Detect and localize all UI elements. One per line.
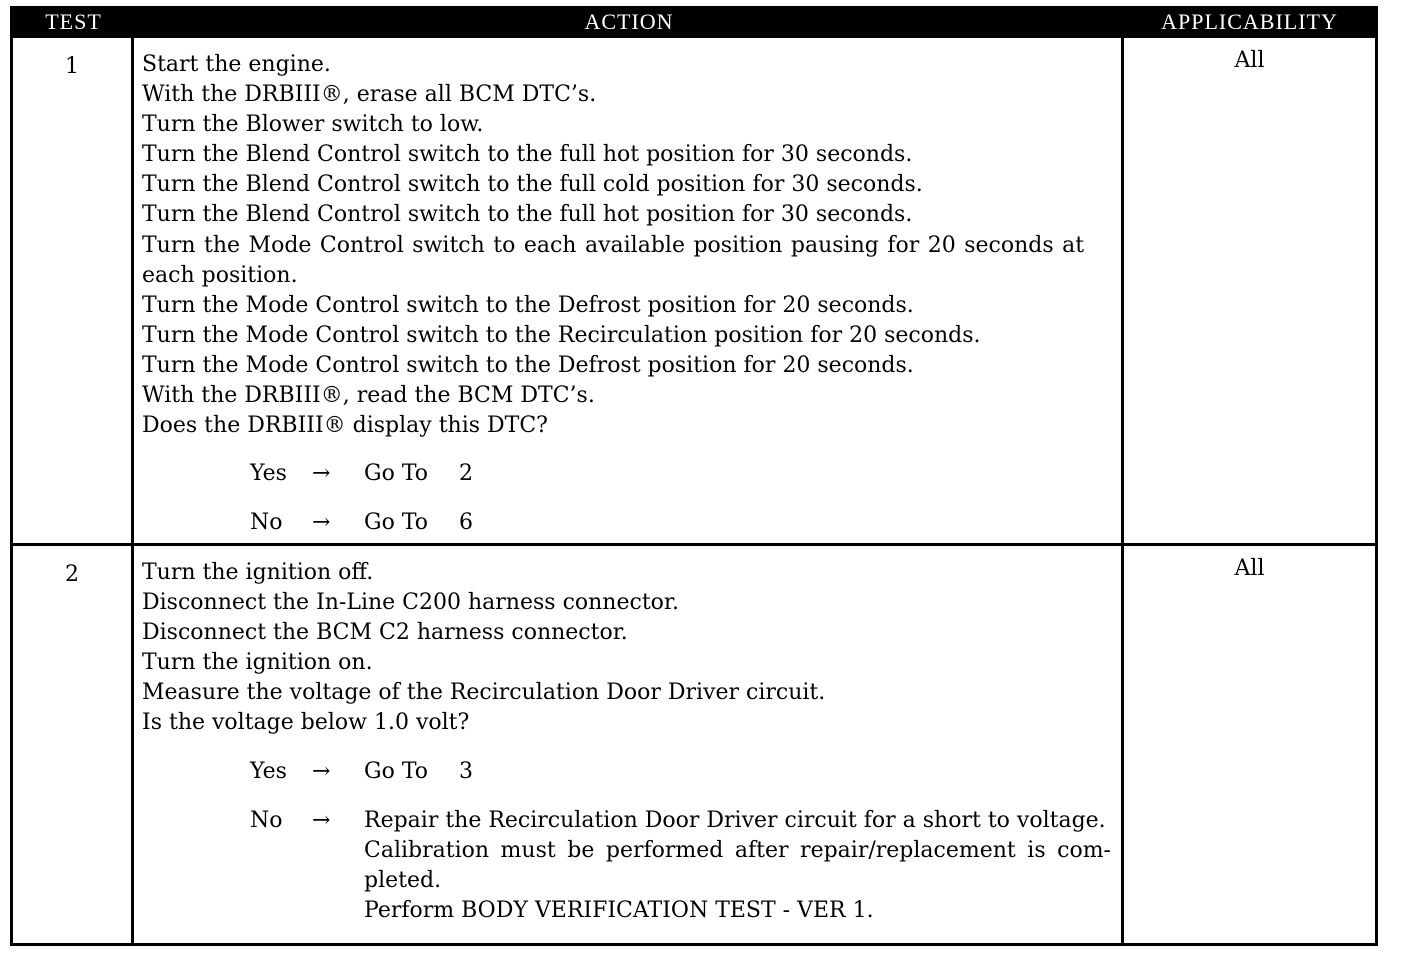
goto-target: 6 bbox=[459, 510, 473, 536]
action-line: Disconnect the In-Line C200 harness connector. bbox=[142, 590, 679, 616]
header-action: ACTION bbox=[584, 9, 674, 34]
answer-label: Yes bbox=[250, 758, 287, 784]
result-line: pleted. bbox=[364, 867, 442, 893]
answer-options bbox=[142, 757, 1113, 926]
action-line: Disconnect the BCM C2 harness connector. bbox=[142, 620, 628, 646]
applicability-value: All bbox=[1234, 556, 1265, 581]
test-number: 2 bbox=[13, 546, 134, 945]
action-line: Turn the Mode Control switch to the Defrost position for 20 seconds. bbox=[142, 352, 914, 378]
table-row bbox=[13, 543, 1375, 945]
answer-yes bbox=[142, 459, 1113, 489]
goto-label: Go To bbox=[364, 758, 429, 784]
right-arrow-icon: → bbox=[312, 758, 331, 784]
goto-target: 3 bbox=[459, 758, 473, 784]
action-line: Turn the Blend Control switch to the full hot position for 30 seconds. bbox=[142, 202, 913, 228]
action-line: Turn the Mode Control switch to the Defrost position for 20 seconds. bbox=[142, 292, 914, 318]
answer-no bbox=[142, 508, 1113, 538]
action-line: With the DRBIII®, erase all BCM DTC’s. bbox=[142, 82, 597, 108]
action-line: Turn the Blend Control switch to the full hot position for 30 seconds. bbox=[142, 142, 913, 168]
test-number: 1 bbox=[13, 38, 134, 543]
table-header bbox=[13, 9, 1375, 35]
diagnostic-test-table bbox=[10, 6, 1378, 946]
answer-label: Yes bbox=[250, 461, 287, 487]
answer-no bbox=[142, 806, 1113, 926]
goto-target: 2 bbox=[459, 461, 473, 487]
answer-label: No bbox=[250, 807, 283, 833]
action-line: Turn the Blend Control switch to the full cold position for 30 seconds. bbox=[142, 172, 923, 198]
repair-instructions bbox=[364, 806, 1113, 926]
header-applicability: APPLICABILITY bbox=[1161, 9, 1338, 34]
action-line: Turn the ignition on. bbox=[142, 650, 373, 676]
action-line: Is the voltage below 1.0 volt? bbox=[142, 710, 470, 736]
table-row bbox=[13, 35, 1375, 543]
goto-label: Go To bbox=[364, 461, 429, 487]
header-test: TEST bbox=[45, 9, 102, 34]
action-line: With the DRBIII®, read the BCM DTC’s. bbox=[142, 383, 595, 409]
applicability-value: All bbox=[1234, 48, 1265, 73]
action-line: Turn the ignition off. bbox=[142, 560, 374, 585]
action-line: Does the DRBIII® display this DTC? bbox=[142, 413, 548, 439]
action-line: Turn the Mode Control switch to each available position pausing for 20 seconds at bbox=[142, 232, 1085, 258]
right-arrow-icon: → bbox=[312, 510, 331, 536]
result-line: Perform BODY VERIFICATION TEST - VER 1. bbox=[364, 897, 874, 923]
answer-yes bbox=[142, 757, 1113, 787]
goto-label: Go To bbox=[364, 510, 429, 536]
action-line: Measure the voltage of the Recirculation Door Driver circuit. bbox=[142, 680, 826, 706]
result-line: Calibration must be performed after repair/replacement is com- bbox=[364, 837, 1111, 863]
right-arrow-icon: → bbox=[312, 461, 331, 487]
right-arrow-icon: → bbox=[312, 807, 331, 833]
answer-options bbox=[142, 459, 1113, 538]
action-line: Start the engine. bbox=[142, 52, 331, 77]
action-line: Turn the Blower switch to low. bbox=[142, 112, 484, 138]
action-cell bbox=[134, 38, 1124, 543]
action-line: Turn the Mode Control switch to the Recirculation position for 20 seconds. bbox=[142, 322, 981, 348]
action-line: each position. bbox=[142, 262, 298, 288]
result-line: Repair the Recirculation Door Driver circuit for a short to voltage. bbox=[364, 807, 1106, 833]
answer-label: No bbox=[250, 510, 283, 536]
action-cell bbox=[134, 546, 1124, 945]
